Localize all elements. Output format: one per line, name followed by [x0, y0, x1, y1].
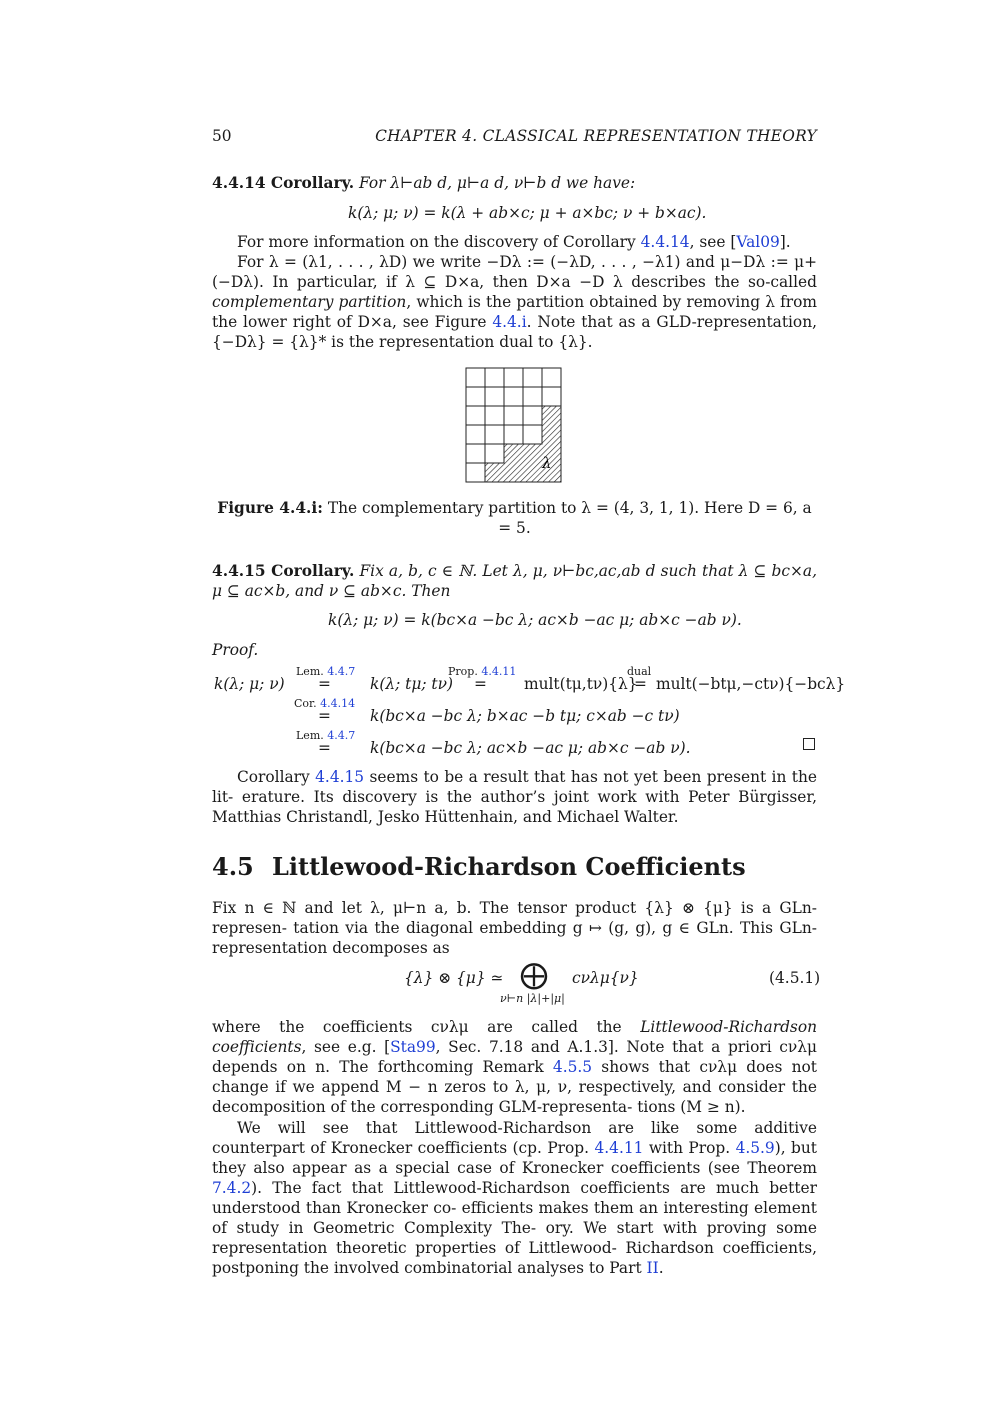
- section-number: 4.5: [212, 852, 254, 881]
- lem-annotation-2: Lem. 4.4.7: [296, 729, 356, 742]
- equals-sign: =: [634, 675, 647, 693]
- ref-sta99-link[interactable]: Sta99: [390, 1038, 436, 1056]
- equation-cor-4-4-15: k(λ; μ; ν) = k(bc×a −bc λ; ac×b −ac μ; ab×c −ab ν).: [328, 611, 742, 629]
- ref-val09-link[interactable]: Val09: [736, 233, 780, 251]
- grid-cell: [504, 368, 523, 387]
- hatched-cell: [523, 444, 542, 463]
- hatched-cell: [542, 406, 561, 425]
- corollary-label: 4.4.14 Corollary.: [212, 174, 355, 192]
- dual-annotation: dual: [627, 665, 652, 678]
- ref-4-5-5-link[interactable]: 4.5.5: [552, 1058, 593, 1076]
- proof-lhs: k(λ; μ; ν): [214, 675, 285, 693]
- proof-line3: k(bc×a −bc λ; ac×b −ac μ; ab×c −ab ν).: [370, 739, 691, 757]
- lambda-label: λ: [542, 454, 552, 472]
- paragraph-discovery: For more information on the discovery of Corollary 4.4.14, see [Val09].: [237, 233, 791, 251]
- grid-cell: [523, 387, 542, 406]
- qed-box: [803, 738, 815, 750]
- paragraph-kronecker-comparison: We will see that Littlewood-Richardson are like some additive counterpart of Kronecker coefficients (cp. Prop. 4.4.11 with Prop. 4.5.9), but they also appear as a special case of Kronecker coefficients (see Theorem 7.4.2). The fact that Littlewood-Richardson coefficients are much better understood than Kronecker co- efficients makes them an interesting element of study in Geometric Complexity The- ory. We start with proving some representation theoretic properties of Littlewood- Richardson coefficients, postponing the involved combinatorial analyses to Part II.: [212, 1119, 817, 1277]
- ref-4-4-14-link[interactable]: 4.4.14: [640, 233, 690, 251]
- section-heading: [212, 852, 746, 882]
- ref-7-4-2-link[interactable]: 7.4.2: [212, 1179, 252, 1197]
- proof-line2: k(bc×a −bc λ; b×ac −b tμ; c×ab −c tν): [370, 707, 680, 725]
- grid-cell: [466, 425, 485, 444]
- ref-4-4-7-link[interactable]: 4.4.7: [327, 729, 356, 742]
- grid-cell: [485, 368, 504, 387]
- hatched-cell: [523, 463, 542, 482]
- grid-cell: [504, 406, 523, 425]
- grid-cell: [466, 368, 485, 387]
- eq-4-5-1-lhs: {λ} ⊗ {μ} ≃: [404, 969, 504, 987]
- equation-cor-4-4-14: k(λ; μ; ν) = k(λ + ab×c; μ + a×bc; ν + b×ac).: [348, 204, 707, 222]
- hatched-cell: [542, 425, 561, 444]
- grid-cell: [466, 387, 485, 406]
- section-title: Littlewood-Richardson Coefficients: [272, 852, 746, 881]
- prop-annotation: Prop. 4.4.11: [448, 665, 517, 678]
- corollary-4-4-14: [212, 173, 817, 193]
- grid-cell: [542, 368, 561, 387]
- grid-cell: [523, 425, 542, 444]
- term-lr-coefficients: Littlewood-Richardson coefficients: [212, 1018, 817, 1056]
- lem-annotation-1: Lem. 4.4.7: [296, 665, 356, 678]
- grid-cell: [523, 406, 542, 425]
- equals-sign: =: [318, 675, 331, 693]
- grid-cell: [485, 444, 504, 463]
- paragraph-complementary: For λ = (λ1, . . . , λD) we write −Dλ := (−λD, . . . , −λ1) and μ−Dλ := μ+(−Dλ). In particular, if λ ⊆ D×a, then D×a −D λ describes the so-called complementary partition, which is the partition obtained by removing λ from the lower right of D×a, see Figure 4.4.i. Note that as a GLD-representation, {−Dλ} = {λ}* is the representation dual to {λ}.: [212, 253, 818, 351]
- grid-cell: [485, 406, 504, 425]
- paragraph-corollary-discovery: Corollary 4.4.15 seems to be a result that has not yet been present in the lit- erature. Its discovery is the author’s joint work with Peter Bürgisser, Matthias Christandl, Jesko Hüttenhain, and Michael Walter.: [212, 768, 817, 826]
- ref-part-ii-link[interactable]: II: [646, 1259, 659, 1277]
- figure-caption: [212, 498, 817, 538]
- ref-4-4-11-link[interactable]: 4.4.11: [481, 665, 517, 678]
- grid-cell: [504, 387, 523, 406]
- grid-cell: [504, 425, 523, 444]
- paragraph-lr-coefficients: where the coefficients cνλμ are called the Littlewood-Richardson coefficients, see e.g. [Sta99, Sec. 7.18 and A.1.3]. Note that a priori cνλμ depends on n. The forthcoming Remark 4.5.5 shows that cνλμ does not change if we append M − n zeros to λ, μ, ν, respectively, and consider the decomposition of the corresponding GLM-representa- tions (M ≥ n).: [212, 1018, 818, 1116]
- grid-cell: [542, 387, 561, 406]
- hatched-cell: [485, 463, 504, 482]
- ref-4-4-15-link[interactable]: 4.4.15: [315, 768, 365, 786]
- grid-cell: [485, 425, 504, 444]
- hatched-cell: [504, 444, 523, 463]
- grid-cell: [466, 444, 485, 463]
- equals-sign: =: [474, 675, 487, 693]
- ref-4-4-11-link[interactable]: 4.4.11: [594, 1139, 644, 1157]
- eq-4-5-1-under: ν⊢n |λ|+|μ|: [500, 992, 565, 1005]
- hatched-cell: [504, 463, 523, 482]
- paragraph-tensor-product: Fix n ∈ ℕ and let λ, μ⊢n a, b. The tensor product {λ} ⊗ {μ} is a GLn-represen- tation via the diagonal embedding g ↦ (g, g), g ∈ GLn. This GLn-representation decomposes as: [212, 899, 817, 957]
- equals-sign: =: [318, 739, 331, 757]
- corollary-label: 4.4.15 Corollary.: [212, 562, 355, 580]
- corollary-4-4-15: 4.4.15 Corollary. Fix a, b, c ∈ ℕ. Let λ, μ, ν⊢bc,ac,ab d such that λ ⊆ bc×a, μ ⊆ ac×b, and ν ⊆ ab×c. Then: [212, 562, 817, 600]
- grid-cell: [466, 406, 485, 425]
- equals-sign: =: [318, 707, 331, 725]
- grid-cell: [485, 387, 504, 406]
- proof-label: Proof.: [212, 641, 259, 659]
- ref-4-4-14-link[interactable]: 4.4.14: [320, 697, 356, 710]
- eq-4-5-1-oplus: ⨁: [520, 958, 548, 991]
- ref-4-5-9-link[interactable]: 4.5.9: [735, 1139, 775, 1157]
- cor-annotation: Cor. 4.4.14: [294, 697, 356, 710]
- ref-4-4-7-link[interactable]: 4.4.7: [327, 665, 356, 678]
- chapter-title: CHAPTER 4. CLASSICAL REPRESENTATION THEORY: [375, 127, 817, 145]
- proof-line1-c: mult(−btμ,−ctν){−bcλ}: [656, 675, 846, 693]
- grid-cell: [523, 368, 542, 387]
- proof-line1-b: mult(tμ,tν){λ}: [524, 675, 638, 693]
- young-diagram-figure: [465, 367, 563, 484]
- term-complementary-partition: complementary partition: [212, 293, 407, 311]
- page-number: 50: [212, 127, 232, 145]
- eq-4-5-1-rhs: cνλμ{ν}: [572, 969, 639, 987]
- figure-caption-label: Figure 4.4.i:: [217, 499, 323, 517]
- grid-cell: [466, 463, 485, 482]
- proof-line1-a: k(λ; tμ; tν): [370, 675, 453, 693]
- eq-4-5-1-tag: (4.5.1): [769, 969, 821, 987]
- figure-caption-text: The complementary partition to λ = (4, 3, 1, 1). Here D = 6, a = 5.: [322, 499, 812, 537]
- corollary-statement: For λ⊢ab d, μ⊢a d, ν⊢b d we have:: [359, 174, 636, 192]
- figure-ref-link[interactable]: 4.4.i: [492, 313, 527, 331]
